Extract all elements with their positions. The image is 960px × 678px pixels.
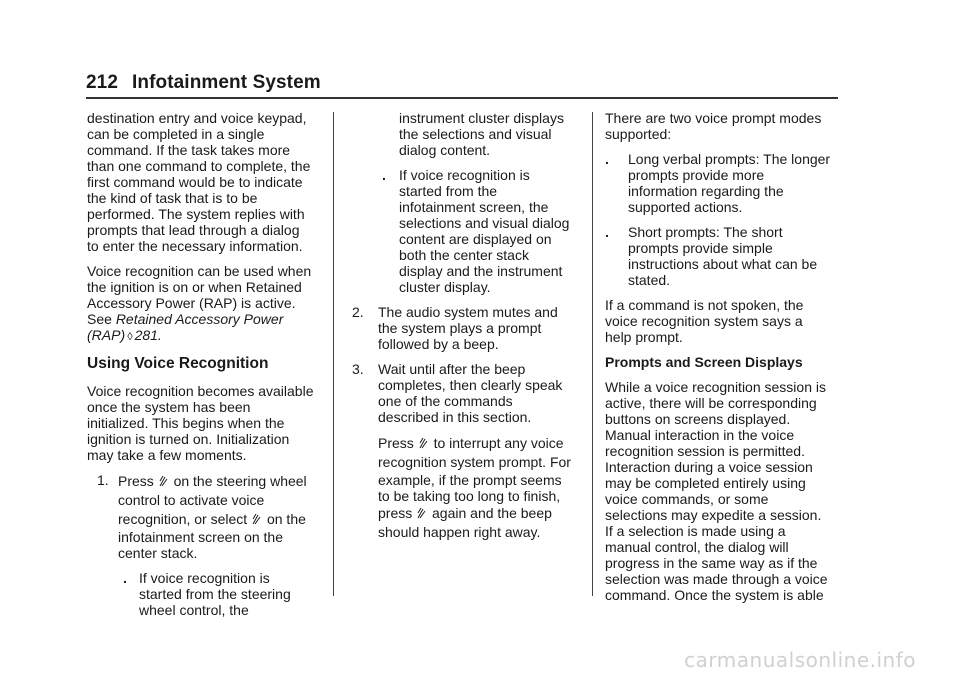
section-heading: Using Voice Recognition (87, 355, 269, 372)
prompts-screens-paragraph (605, 379, 845, 603)
text-line: The audio system mutes and (378, 304, 558, 320)
column-1 (87, 110, 332, 627)
text-line: initialized. This begins when the (87, 415, 285, 431)
text-line: ignition is turned on. Initialization (87, 431, 290, 447)
text-line: selections and visual dialog (399, 215, 570, 231)
text-line: example, if the prompt seems (378, 472, 562, 488)
text-line: command. If the task takes more (87, 142, 291, 158)
voice-recognition-icon (417, 507, 426, 519)
text-line: stated. (628, 272, 671, 288)
text-line: the selections and visual (399, 126, 552, 142)
text-line: both the center stack (399, 247, 529, 263)
text-line: prompts that lead through a dialog (87, 222, 300, 238)
text-line: center stack. (118, 545, 198, 561)
text-line: display and the instrument (399, 263, 563, 279)
rap-reference-link[interactable]: Retained Accessory Power (115, 311, 284, 327)
text-fragment: Press (378, 435, 418, 451)
text-line: can be completed in a single (87, 126, 265, 142)
text-line: completes, then clearly speak (378, 377, 563, 393)
text-line: If voice recognition is (139, 570, 270, 586)
text-line: voice recognition system says a (605, 313, 803, 329)
text-fragment: on the steering wheel (169, 473, 307, 489)
bullet-text (139, 570, 332, 618)
watermark: carmanualsonline.info (684, 648, 916, 672)
text-line: Wait until after the beep (378, 361, 526, 377)
bullet-text (628, 224, 845, 288)
bullet-item (605, 224, 845, 288)
text-line: described in this section. (378, 409, 532, 425)
text-line: There are two voice prompt modes (605, 110, 822, 126)
text-line: While a voice recognition session is (605, 379, 826, 395)
bullet-item (605, 151, 845, 215)
text-line: If a selection is made using a (605, 523, 786, 539)
text-line: If a command is not spoken, the (605, 297, 804, 313)
bullet-continuation (352, 110, 582, 158)
reference-page-number[interactable]: 281. (134, 327, 162, 343)
text-line: should happen right away. (378, 524, 541, 540)
text-line: active, there will be corresponding (605, 395, 817, 411)
text-line: than one command to complete, the (87, 158, 311, 174)
subsection-heading: Prompts and Screen Displays (605, 354, 803, 370)
bullet-item (87, 570, 332, 618)
bullet-marker: . (123, 570, 127, 586)
bullet-item (352, 167, 582, 295)
text-line: followed by a beep. (378, 336, 499, 352)
text-line: prompts provide more (628, 167, 765, 183)
rap-reference-link[interactable]: (RAP) (87, 327, 126, 343)
text-line: one of the commands (378, 393, 513, 409)
column-3 (605, 110, 845, 612)
text-line: recognition system prompt. For (378, 454, 571, 470)
text-line: dialog content. (399, 142, 491, 158)
bullet-marker: . (382, 167, 386, 183)
text-fragment: recognition, or select (118, 511, 252, 527)
text-fragment: Press (118, 473, 158, 489)
voice-recognition-icon (159, 475, 168, 487)
text-line (118, 472, 332, 491)
text-line: the ignition is on or when Retained (87, 279, 302, 295)
see-prefix: See (87, 311, 116, 327)
column-divider (333, 112, 334, 596)
text-line: to be taking too long to finish, (378, 488, 561, 504)
text-line: instructions about what can be (628, 256, 818, 272)
numbered-step (87, 472, 332, 561)
text-line: content are displayed on (399, 231, 552, 247)
numbered-step (352, 304, 582, 352)
text-line: command. Once the system is able (605, 587, 824, 603)
text-line: destination entry and voice keypad, (87, 110, 307, 126)
text-line (378, 434, 582, 453)
text-line: If voice recognition is (399, 167, 530, 183)
text-line: to enter the necessary information. (87, 238, 303, 254)
text-line: prompts provide simple (628, 240, 773, 256)
text-fragment: on the (263, 511, 306, 527)
text-line: infotainment screen, the (399, 199, 549, 215)
text-line: Long verbal prompts: The longer (628, 151, 831, 167)
column-2 (352, 110, 582, 542)
text-line: performed. The system replies with (87, 206, 305, 222)
bullet-marker: . (605, 224, 609, 240)
text-line: cluster display. (399, 279, 491, 295)
text-line: first command would be to indicate (87, 174, 303, 190)
voice-recognition-icon (252, 513, 261, 525)
text-line: may take a few moments. (87, 447, 247, 463)
text-line: recognition session is permitted. (605, 443, 805, 459)
see-reference-line (87, 311, 332, 327)
text-fragment: again and the beep (428, 505, 552, 521)
text-line: Voice recognition can be used when (87, 263, 312, 279)
text-line: Manual interaction in the voice (605, 427, 795, 443)
bullet-marker: . (605, 151, 609, 167)
column-divider (592, 112, 593, 596)
text-line: voice commands, or some (605, 491, 769, 507)
prompt-modes-paragraph (605, 110, 845, 142)
vr-availability-paragraph (87, 263, 332, 345)
page-number: 212 (86, 72, 119, 93)
text-line: supported actions. (628, 199, 743, 215)
text-line: once the system has been (87, 399, 251, 415)
text-line: help prompt. (605, 329, 683, 345)
numbered-step (352, 361, 582, 425)
text-line: buttons on screens displayed. (605, 411, 791, 427)
text-line (378, 504, 582, 523)
text-line: instrument cluster displays (399, 110, 564, 126)
text-line: manual control, the dialog will (605, 539, 789, 555)
intro-paragraph (87, 110, 332, 254)
step-number: 2. (352, 304, 364, 320)
text-line: supported: (605, 126, 672, 142)
text-line: selections may expedite a session. (605, 507, 822, 523)
see-reference-line (87, 327, 332, 345)
using-vr-paragraph (87, 383, 332, 463)
text-line: progress in the same way as if the (605, 555, 818, 571)
cross-reference-arrow-icon: ◊ (127, 331, 133, 343)
text-line: Voice recognition becomes available (87, 383, 314, 399)
header-rule (86, 97, 838, 99)
help-prompt-paragraph (605, 297, 845, 345)
text-line: control to activate voice (118, 492, 265, 508)
text-line: the kind of task that is to be (87, 190, 258, 206)
text-line: infotainment screen on the (118, 529, 283, 545)
text-line: selection was made through a voice (605, 571, 828, 587)
page-header (86, 68, 838, 98)
interrupt-paragraph (352, 434, 582, 542)
text-line: started from the (399, 183, 498, 199)
bullet-text (399, 167, 582, 295)
text-line: may be completed entirely using (605, 475, 806, 491)
voice-recognition-icon (419, 437, 428, 449)
text-line: information regarding the (628, 183, 784, 199)
step-number: 3. (352, 361, 364, 377)
text-line: started from the steering (139, 586, 291, 602)
text-line: Short prompts: The short (628, 224, 783, 240)
text-line: Interaction during a voice session (605, 459, 813, 475)
step-text (378, 361, 582, 425)
step-text (118, 472, 332, 561)
bullet-text (628, 151, 845, 215)
section-title: Infotainment System (132, 72, 321, 93)
text-line: Accessory Power (RAP) is active. (87, 295, 296, 311)
text-fragment: to interrupt any voice (429, 435, 564, 451)
text-line: wheel control, the (139, 602, 249, 618)
step-text (378, 304, 582, 352)
step-number: 1. (97, 472, 109, 488)
text-fragment: press (378, 505, 417, 521)
text-line (118, 510, 332, 529)
text-line: the system plays a prompt (378, 320, 542, 336)
